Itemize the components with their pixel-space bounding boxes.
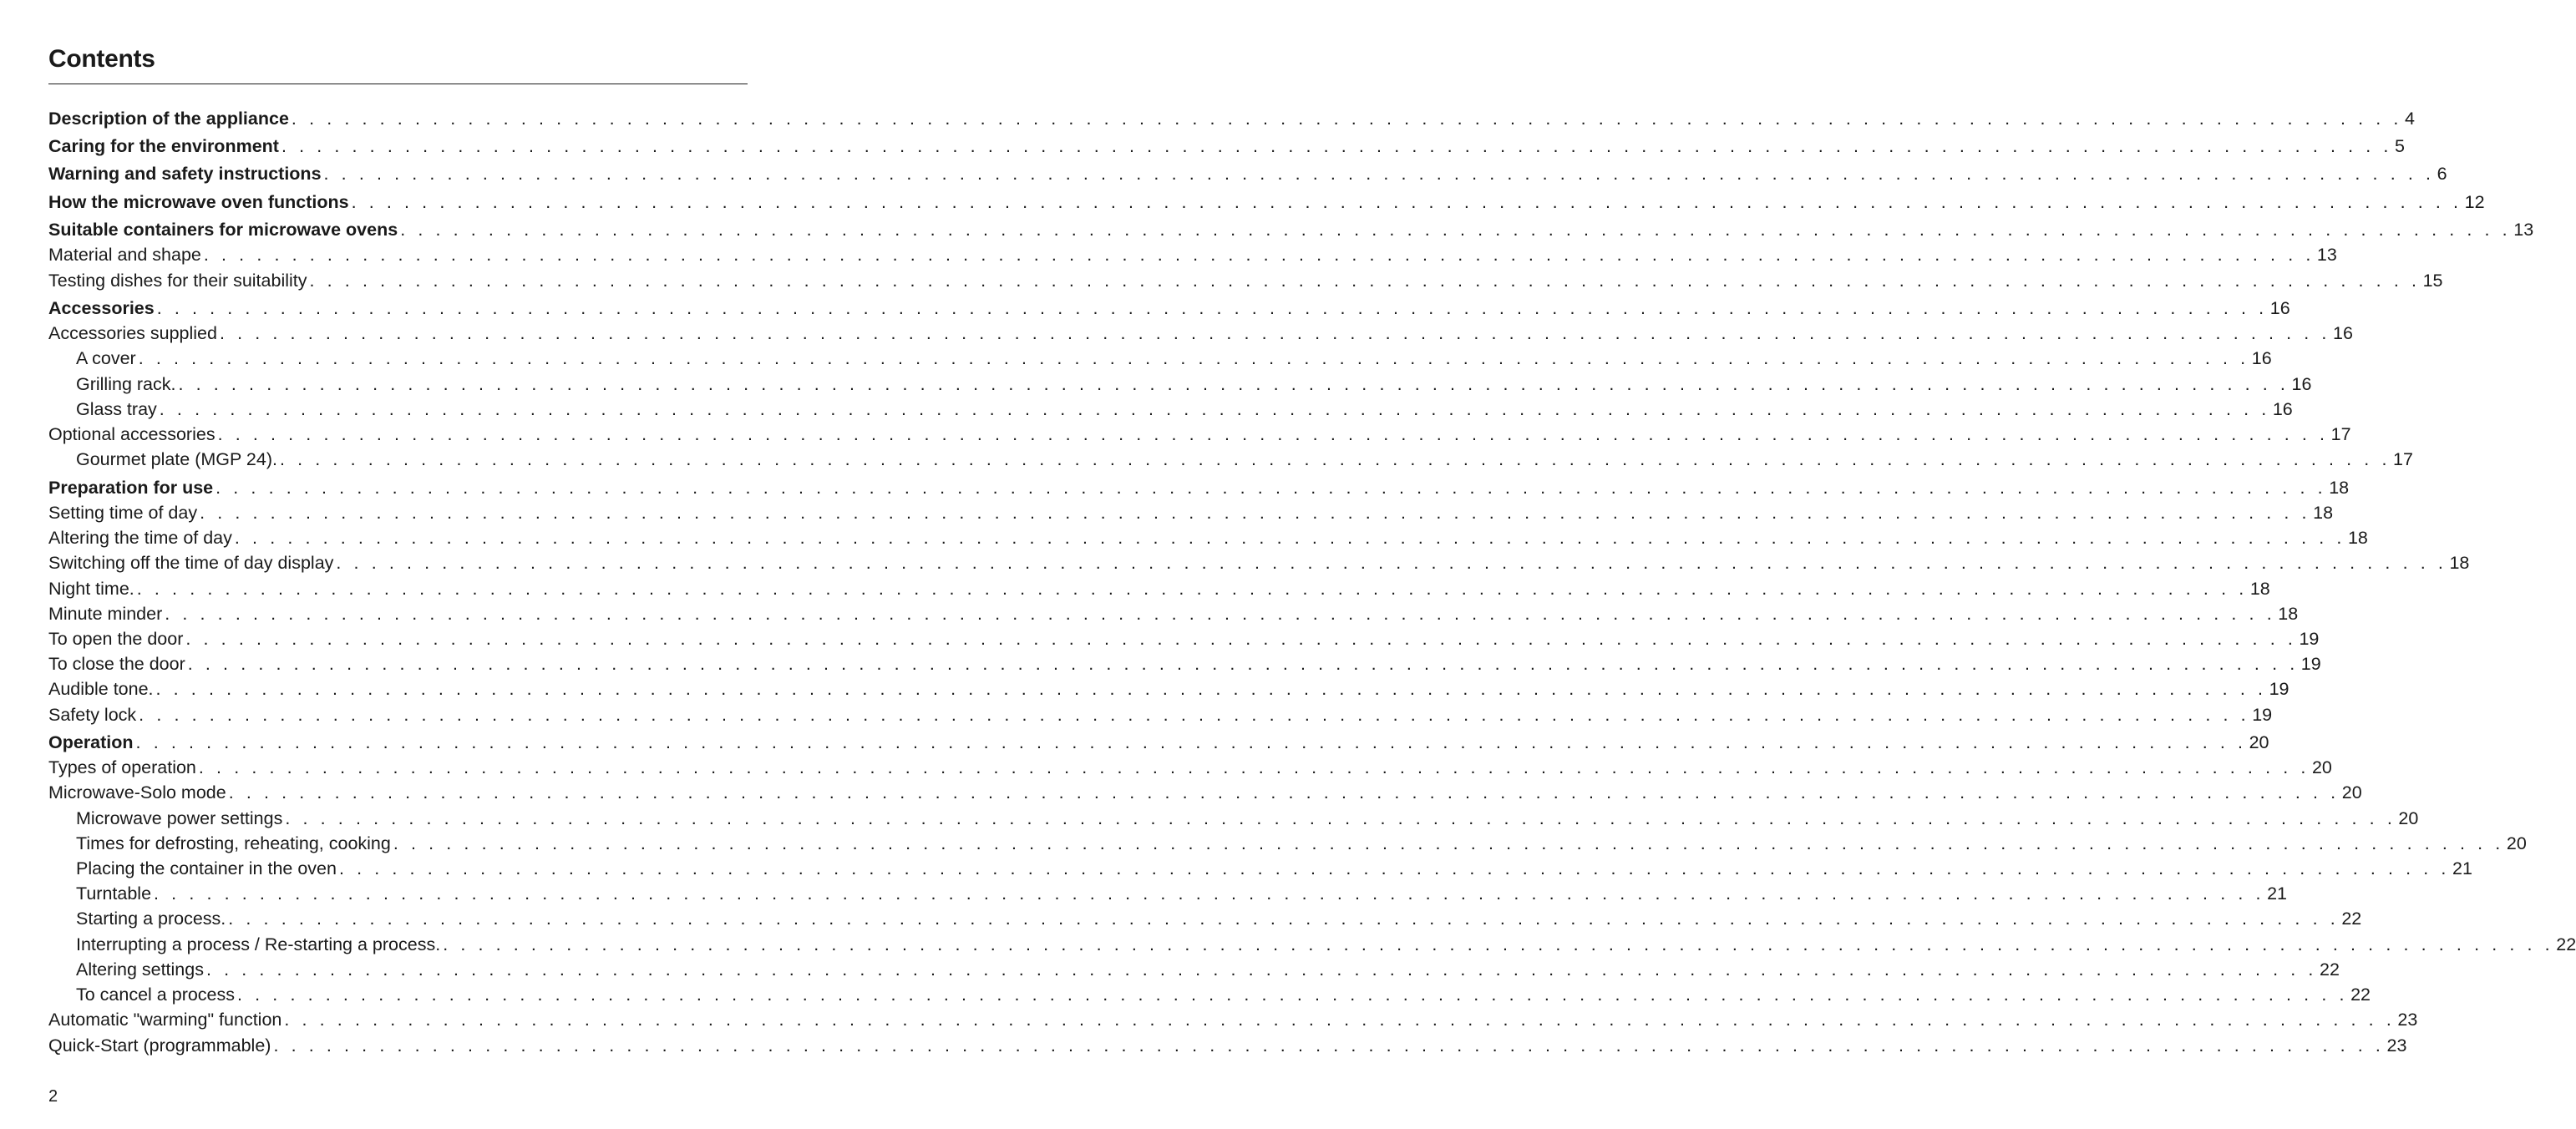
toc-entry-label: To close the door: [48, 654, 185, 674]
toc-entry[interactable]: [48, 422, 2351, 447]
toc-entry-page-number: 23: [2386, 1035, 2407, 1056]
toc-entry[interactable]: [48, 106, 2415, 131]
toc-entry-label: Warning and safety instructions: [48, 164, 322, 184]
toc-entry[interactable]: [48, 321, 2353, 346]
dot-leader: . . . . . . . . . . . . . . . . . . . . . . . . . . . . . . . . . . . . . . . . . . . . . . . . . . . . . . . . . . . . . . . . . . . . . . . . . . . . . . . . . . . . . . . . . . . . . . . . . . . . . . . . . . . . . . . . . . . . . . . .: [309, 271, 2421, 291]
dot-leader: . . . . . . . . . . . . . . . . . . . . . . . . . . . . . . . . . . . . . . . . . . . . . . . . . . . . . . . . . . . . . . . . . . . . . . . . . . . . . . . . . . . . . . . . . . . . . . . . . . . . . . . . . . . . . . . . . . . . . . . .: [291, 109, 2402, 129]
toc-entry[interactable]: [76, 447, 2413, 472]
toc-entry-label: Microwave-Solo mode: [48, 782, 226, 802]
toc-entry-page-number: 19: [2299, 629, 2320, 649]
toc-entry[interactable]: [48, 780, 2362, 805]
dot-leader: . . . . . . . . . . . . . . . . . . . . . . . . . . . . . . . . . . . . . . . . . . . . . . . . . . . . . . . . . . . . . . . . . . . . . . . . . . . . . . . . . . . . . . . . . . . . . . . . . . . . . . . . . . . . . . . . . . . . . . . .: [284, 1010, 2396, 1030]
dot-leader: . . . . . . . . . . . . . . . . . . . . . . . . . . . . . . . . . . . . . . . . . . . . . . . . . . . . . . . . . . . . . . . . . . . . . . . . . . . . . . . . . . . . . . . . . . . . . . . . . . . . . . . . . . . . . . . . . . . . . . . .: [139, 705, 2250, 725]
toc-entry-page-number: 18: [2347, 528, 2368, 548]
toc-entry-page-number: 22: [2556, 934, 2576, 954]
toc-entry[interactable]: [48, 525, 2368, 550]
toc-entry[interactable]: [48, 626, 2320, 651]
toc-entry-label: Gourmet plate (MGP 24).: [76, 449, 277, 469]
toc-entry-page-number: 12: [2464, 192, 2485, 212]
toc-entry-label: Glass tray: [76, 399, 157, 419]
toc-entry[interactable]: [48, 217, 2534, 242]
toc-entry-page-number: 17: [2330, 424, 2351, 444]
toc-entry-label: A cover: [76, 348, 136, 368]
toc-entry[interactable]: [76, 932, 2576, 957]
dot-leader: . . . . . . . . . . . . . . . . . . . . . . . . . . . . . . . . . . . . . . . . . . . . . . . . . . . . . . . . . . . . . . . . . . . . . . . . . . . . . . . . . . . . . . . . . . . . . . . . . . . . . . . . . . . . . . . . . . . . . . . .: [285, 808, 2396, 828]
toc-entry[interactable]: [48, 161, 2447, 186]
toc-entry[interactable]: [76, 372, 2312, 397]
toc-entry-label: Switching off the time of day display: [48, 553, 334, 573]
toc-entry-label: Optional accessories: [48, 424, 216, 444]
dot-leader: . . . . . . . . . . . . . . . . . . . . . . . . . . . . . . . . . . . . . . . . . . . . . . . . . . . . . . . . . . . . . . . . . . . . . . . . . . . . . . . . . . . . . . . . . . . . . . . . . . . . . . . . . . . . . . . . . . . . . . . .: [135, 732, 2247, 752]
dot-leader: . . . . . . . . . . . . . . . . . . . . . . . . . . . . . . . . . . . . . . . . . . . . . . . . . . . . . . . . . . . . . . . . . . . . . . . . . . . . . . . . . . . . . . . . . . . . . . . . . . . . . . . . . . . . . . . . . . . . . . . .: [336, 553, 2447, 573]
toc-entry[interactable]: [48, 242, 2337, 267]
toc-entry[interactable]: [48, 296, 2290, 321]
dot-leader: . . . . . . . . . . . . . . . . . . . . . . . . . . . . . . . . . . . . . . . . . . . . . . . . . . . . . . . . . . . . . . . . . . . . . . . . . . . . . . . . . . . . . . . . . . . . . . . . . . . . . . . . . . . . . . . . . . . . . . . .: [234, 528, 2345, 548]
dot-leader: . . . . . . . . . . . . . . . . . . . . . . . . . . . . . . . . . . . . . . . . . . . . . . . . . . . . . . . . . . . . . . . . . . . . . . . . . . . . . . . . . . . . . . . . . . . . . . . . . . . . . . . . . . . . . . . . . . . . . . . .: [138, 348, 2249, 368]
toc-entry-page-number: 17: [2393, 449, 2413, 469]
toc-entry[interactable]: [76, 906, 2362, 931]
dot-leader: . . . . . . . . . . . . . . . . . . . . . . . . . . . . . . . . . . . . . . . . . . . . . . . . . . . . . . . . . . . . . . . . . . . . . . . . . . . . . . . . . . . . . . . . . . . . . . . . . . . . . . . . . . . . . . . . . . . . . . . .: [187, 654, 2299, 674]
toc-entry-label: Placing the container in the oven: [76, 858, 337, 878]
toc-entry-page-number: 22: [2320, 959, 2340, 980]
toc-entry-label: To cancel a process: [76, 985, 236, 1005]
toc-entry-page-number: 22: [2341, 909, 2362, 929]
toc-entry-label: Microwave power settings: [76, 808, 283, 828]
dot-leader: . . . . . . . . . . . . . . . . . . . . . . . . . . . . . . . . . . . . . . . . . . . . . . . . . . . . . . . . . . . . . . . . . . . . . . . . . . . . . . . . . . . . . . . . . . . . . . . . . . . . . . . . . . . . . . . . . . . . . . . .: [338, 858, 2451, 878]
toc-entry-label: Safety lock: [48, 705, 137, 725]
toc-entry-page-number: 20: [2506, 833, 2527, 853]
toc-entry-label: Starting a process.: [76, 909, 226, 929]
toc-entry-label: Accessories supplied: [48, 323, 217, 343]
dot-leader: . . . . . . . . . . . . . . . . . . . . . . . . . . . . . . . . . . . . . . . . . . . . . . . . . . . . . . . . . . . . . . . . . . . . . . . . . . . . . . . . . . . . . . . . . . . . . . . . . . . . . . . . . . . . . . . . . . . . . . . .: [228, 909, 2340, 929]
dot-leader: . . . . . . . . . . . . . . . . . . . . . . . . . . . . . . . . . . . . . . . . . . . . . . . . . . . . . . . . . . . . . . . . . . . . . . . . . . . . . . . . . . . . . . . . . . . . . . . . . . . . . . . . . . . . . . . . . . . . . . . .: [281, 136, 2392, 156]
toc-entry-label: Suitable containers for microwave ovens: [48, 220, 398, 240]
toc-entry-label: Night time.: [48, 579, 134, 599]
toc-entry[interactable]: [48, 550, 2470, 575]
dot-leader: . . . . . . . . . . . . . . . . . . . . . . . . . . . . . . . . . . . . . . . . . . . . . . . . . . . . . . . . . . . . . . . . . . . . . . . . . . . . . . . . . . . . . . . . . . . . . . . . . . . . . . . . . . . . . . . . . . . . . . . .: [203, 245, 2315, 265]
toc-entry-label: Altering settings: [76, 959, 204, 980]
dot-leader: . . . . . . . . . . . . . . . . . . . . . . . . . . . . . . . . . . . . . . . . . . . . . . . . . . . . . . . . . . . . . . . . . . . . . . . . . . . . . . . . . . . . . . . . . . . . . . . . . . . . . . . . . . . . . . . . . . . . . . . .: [159, 399, 2270, 419]
dot-leader: . . . . . . . . . . . . . . . . . . . . . . . . . . . . . . . . . . . . . . . . . . . . . . . . . . . . . . . . . . . . . . . . . . . . . . . . . . . . . . . . . . . . . . . . . . . . . . . . . . . . . . . . . . . . . . . . . . . . . . . .: [228, 782, 2340, 802]
toc-entry-page-number: 20: [2341, 782, 2362, 802]
dot-leader: . . . . . . . . . . . . . . . . . . . . . . . . . . . . . . . . . . . . . . . . . . . . . . . . . . . . . . . . . . . . . . . . . . . . . . . . . . . . . . . . . . . . . . . . . . . . . . . . . . . . . . . . . . . . . . . . . . . . . . . .: [185, 629, 2297, 649]
toc-entry-page-number: 5: [2395, 136, 2405, 156]
dot-leader: . . . . . . . . . . . . . . . . . . . . . . . . . . . . . . . . . . . . . . . . . . . . . . . . . . . . . . . . . . . . . . . . . . . . . . . . . . . . . . . . . . . . . . . . . . . . . . . . . . . . . . . . . . . . . . . . . . . . . . . .: [393, 833, 2504, 853]
toc-entry[interactable]: [48, 730, 2269, 755]
toc-entry-page-number: 16: [2272, 399, 2293, 419]
dot-leader: . . . . . . . . . . . . . . . . . . . . . . . . . . . . . . . . . . . . . . . . . . . . . . . . . . . . . . . . . . . . . . . . . . . . . . . . . . . . . . . . . . . . . . . . . . . . . . . . . . . . . . . . . . . . . . . . . . . . . . . .: [178, 374, 2289, 394]
dot-leader: . . . . . . . . . . . . . . . . . . . . . . . . . . . . . . . . . . . . . . . . . . . . . . . . . . . . . . . . . . . . . . . . . . . . . . . . . . . . . . . . . . . . . . . . . . . . . . . . . . . . . . . . . . . . . . . . . . . . . . . .: [323, 164, 2435, 184]
toc-entry-label: To open the door: [48, 629, 184, 649]
toc-entry-label: Material and shape: [48, 245, 201, 265]
toc-entry-page-number: 18: [2449, 553, 2470, 573]
toc-entry[interactable]: [76, 881, 2287, 906]
toc-entry-page-number: 16: [2333, 323, 2353, 343]
toc-entry-label: Testing dishes for their suitability: [48, 271, 307, 291]
dot-leader: . . . . . . . . . . . . . . . . . . . . . . . . . . . . . . . . . . . . . . . . . . . . . . . . . . . . . . . . . . . . . . . . . . . . . . . . . . . . . . . . . . . . . . . . . . . . . . . . . . . . . . . . . . . . . . . . . . . . . . . .: [205, 959, 2318, 980]
dot-leader: . . . . . . . . . . . . . . . . . . . . . . . . . . . . . . . . . . . . . . . . . . . . . . . . . . . . . . . . . . . . . . . . . . . . . . . . . . . . . . . . . . . . . . . . . . . . . . . . . . . . . . . . . . . . . . . . . . . . . . . .: [200, 503, 2311, 523]
toc-entry-page-number: 23: [2397, 1010, 2418, 1030]
toc-entry-page-number: 16: [2251, 348, 2272, 368]
toc-entry[interactable]: [48, 190, 2485, 215]
toc-entry[interactable]: [76, 346, 2272, 371]
toc-entry-label: Accessories: [48, 298, 155, 318]
toc-entry[interactable]: [48, 475, 2350, 500]
toc-entry[interactable]: [76, 831, 2527, 856]
toc-entry-page-number: 18: [2313, 503, 2334, 523]
dot-leader: . . . . . . . . . . . . . . . . . . . . . . . . . . . . . . . . . . . . . . . . . . . . . . . . . . . . . . . . . . . . . . . . . . . . . . . . . . . . . . . . . . . . . . . . . . . . . . . . . . . . . . . . . . . . . . . . . . . . . . . .: [273, 1035, 2385, 1056]
toc-entry-label: Interrupting a process / Re-starting a process.: [76, 934, 441, 954]
toc-entry-page-number: 18: [2249, 579, 2270, 599]
toc-entry-page-number: 19: [2269, 679, 2289, 699]
toc-entry-page-number: 21: [2452, 858, 2472, 878]
toc-entry-label: Turntable: [76, 883, 152, 904]
dot-leader: . . . . . . . . . . . . . . . . . . . . . . . . . . . . . . . . . . . . . . . . . . . . . . . . . . . . . . . . . . . . . . . . . . . . . . . . . . . . . . . . . . . . . . . . . . . . . . . . . . . . . . . . . . . . . . . . . . . . . . . .: [219, 323, 2331, 343]
toc-entry[interactable]: [76, 856, 2472, 881]
toc-entry-page-number: 19: [2252, 705, 2273, 725]
toc-entry[interactable]: [48, 500, 2334, 525]
dot-leader: . . . . . . . . . . . . . . . . . . . . . . . . . . . . . . . . . . . . . . . . . . . . . . . . . . . . . . . . . . . . . . . . . . . . . . . . . . . . . . . . . . . . . . . . . . . . . . . . . . . . . . . . . . . . . . . . . . . . . . . .: [400, 220, 2512, 240]
toc-entry-page-number: 21: [2267, 883, 2287, 904]
toc-entry[interactable]: [48, 1033, 2407, 1058]
dot-leader: . . . . . . . . . . . . . . . . . . . . . . . . . . . . . . . . . . . . . . . . . . . . . . . . . . . . . . . . . . . . . . . . . . . . . . . . . . . . . . . . . . . . . . . . . . . . . . . . . . . . . . . . . . . . . . . . . . . . . . . .: [154, 883, 2265, 904]
toc-entry[interactable]: [48, 601, 2299, 626]
toc-entry[interactable]: [48, 134, 2405, 159]
dot-leader: . . . . . . . . . . . . . . . . . . . . . . . . . . . . . . . . . . . . . . . . . . . . . . . . . . . . . . . . . . . . . . . . . . . . . . . . . . . . . . . . . . . . . . . . . . . . . . . . . . . . . . . . . . . . . . . . . . . . . . . .: [155, 679, 2267, 699]
toc-entry-label: Quick-Start (programmable): [48, 1035, 271, 1056]
toc-entry[interactable]: [48, 268, 2443, 293]
toc-entry[interactable]: [48, 702, 2273, 727]
toc-entry-page-number: 16: [2291, 374, 2312, 394]
toc-entry-label: Types of operation: [48, 757, 196, 777]
toc-entry-page-number: 19: [2300, 654, 2321, 674]
toc-entry[interactable]: [48, 676, 2289, 701]
toc-entry-label: Times for defrosting, reheating, cooking: [76, 833, 391, 853]
toc-entry-label: How the microwave oven functions: [48, 192, 349, 212]
toc-entry-page-number: 6: [2437, 164, 2447, 184]
toc-entry[interactable]: [76, 806, 2419, 831]
toc-entry-page-number: 20: [2311, 757, 2332, 777]
toc-entry-page-number: 18: [2329, 478, 2350, 498]
toc-entry[interactable]: [76, 397, 2293, 422]
toc-entry-page-number: 15: [2422, 271, 2443, 291]
dot-leader: . . . . . . . . . . . . . . . . . . . . . . . . . . . . . . . . . . . . . . . . . . . . . . . . . . . . . . . . . . . . . . . . . . . . . . . . . . . . . . . . . . . . . . . . . . . . . . . . . . . . . . . . . . . . . . . . . . . . . . . .: [237, 985, 2349, 1005]
dot-leader: . . . . . . . . . . . . . . . . . . . . . . . . . . . . . . . . . . . . . . . . . . . . . . . . . . . . . . . . . . . . . . . . . . . . . . . . . . . . . . . . . . . . . . . . . . . . . . . . . . . . . . . . . . . . . . . . . . . . . . . .: [351, 192, 2462, 212]
toc-entry[interactable]: [76, 982, 2371, 1007]
page-number: 2: [48, 1087, 58, 1106]
dot-leader: . . . . . . . . . . . . . . . . . . . . . . . . . . . . . . . . . . . . . . . . . . . . . . . . . . . . . . . . . . . . . . . . . . . . . . . . . . . . . . . . . . . . . . . . . . . . . . . . . . . . . . . . . . . . . . . . . . . . . . . .: [165, 604, 2276, 624]
toc-entry-page-number: 20: [2249, 732, 2269, 752]
toc-entry[interactable]: [48, 651, 2321, 676]
toc-entry-page-number: 22: [2350, 985, 2371, 1005]
toc-entry-label: Setting time of day: [48, 503, 198, 523]
toc-entry-page-number: 13: [2513, 220, 2534, 240]
toc-entry-label: Caring for the environment: [48, 136, 279, 156]
toc-entry-label: Operation: [48, 732, 134, 752]
toc-entry[interactable]: [48, 1007, 2418, 1032]
dot-leader: . . . . . . . . . . . . . . . . . . . . . . . . . . . . . . . . . . . . . . . . . . . . . . . . . . . . . . . . . . . . . . . . . . . . . . . . . . . . . . . . . . . . . . . . . . . . . . . . . . . . . . . . . . . . . . . . . . . . . . . .: [279, 449, 2391, 469]
page-title: Contents: [48, 45, 155, 73]
toc-entry-page-number: 4: [2404, 109, 2415, 129]
toc-entry-page-number: 13: [2316, 245, 2337, 265]
toc-entry-page-number: 20: [2398, 808, 2419, 828]
toc-entry-label: Altering the time of day: [48, 528, 232, 548]
toc-entry[interactable]: [48, 755, 2332, 780]
dot-leader: . . . . . . . . . . . . . . . . . . . . . . . . . . . . . . . . . . . . . . . . . . . . . . . . . . . . . . . . . . . . . . . . . . . . . . . . . . . . . . . . . . . . . . . . . . . . . . . . . . . . . . . . . . . . . . . . . . . . . . . .: [156, 298, 2268, 318]
dot-leader: . . . . . . . . . . . . . . . . . . . . . . . . . . . . . . . . . . . . . . . . . . . . . . . . . . . . . . . . . . . . . . . . . . . . . . . . . . . . . . . . . . . . . . . . . . . . . . . . . . . . . . . . . . . . . . . . . . . . . . . .: [216, 478, 2327, 498]
toc-entry-label: Minute minder: [48, 604, 163, 624]
toc-entry-label: Grilling rack.: [76, 374, 176, 394]
dot-leader: . . . . . . . . . . . . . . . . . . . . . . . . . . . . . . . . . . . . . . . . . . . . . . . . . . . . . . . . . . . . . . . . . . . . . . . . . . . . . . . . . . . . . . . . . . . . . . . . . . . . . . . . . . . . . . . . . . . . . . . .: [136, 579, 2248, 599]
dot-leader: . . . . . . . . . . . . . . . . . . . . . . . . . . . . . . . . . . . . . . . . . . . . . . . . . . . . . . . . . . . . . . . . . . . . . . . . . . . . . . . . . . . . . . . . . . . . . . . . . . . . . . . . . . . . . . . . . . . . . . . .: [198, 757, 2310, 777]
toc-entry[interactable]: [48, 576, 2270, 601]
toc-entry[interactable]: [76, 957, 2340, 982]
toc-entry-label: Description of the appliance: [48, 109, 289, 129]
dot-leader: . . . . . . . . . . . . . . . . . . . . . . . . . . . . . . . . . . . . . . . . . . . . . . . . . . . . . . . . . . . . . . . . . . . . . . . . . . . . . . . . . . . . . . . . . . . . . . . . . . . . . . . . . . . . . . . . . . . . . . . .: [217, 424, 2329, 444]
toc-entry-page-number: 16: [2269, 298, 2290, 318]
toc-entry-page-number: 18: [2278, 604, 2299, 624]
toc-entry-label: Preparation for use: [48, 478, 214, 498]
dot-leader: . . . . . . . . . . . . . . . . . . . . . . . . . . . . . . . . . . . . . . . . . . . . . . . . . . . . . . . . . . . . . . . . . . . . . . . . . . . . . . . . . . . . . . . . . . . . . . . . . . . . . . . . . . . . . . . . . . . . . . . .: [443, 934, 2554, 954]
toc-entry-label: Automatic "warming" function: [48, 1010, 282, 1030]
toc-entry-label: Audible tone.: [48, 679, 154, 699]
